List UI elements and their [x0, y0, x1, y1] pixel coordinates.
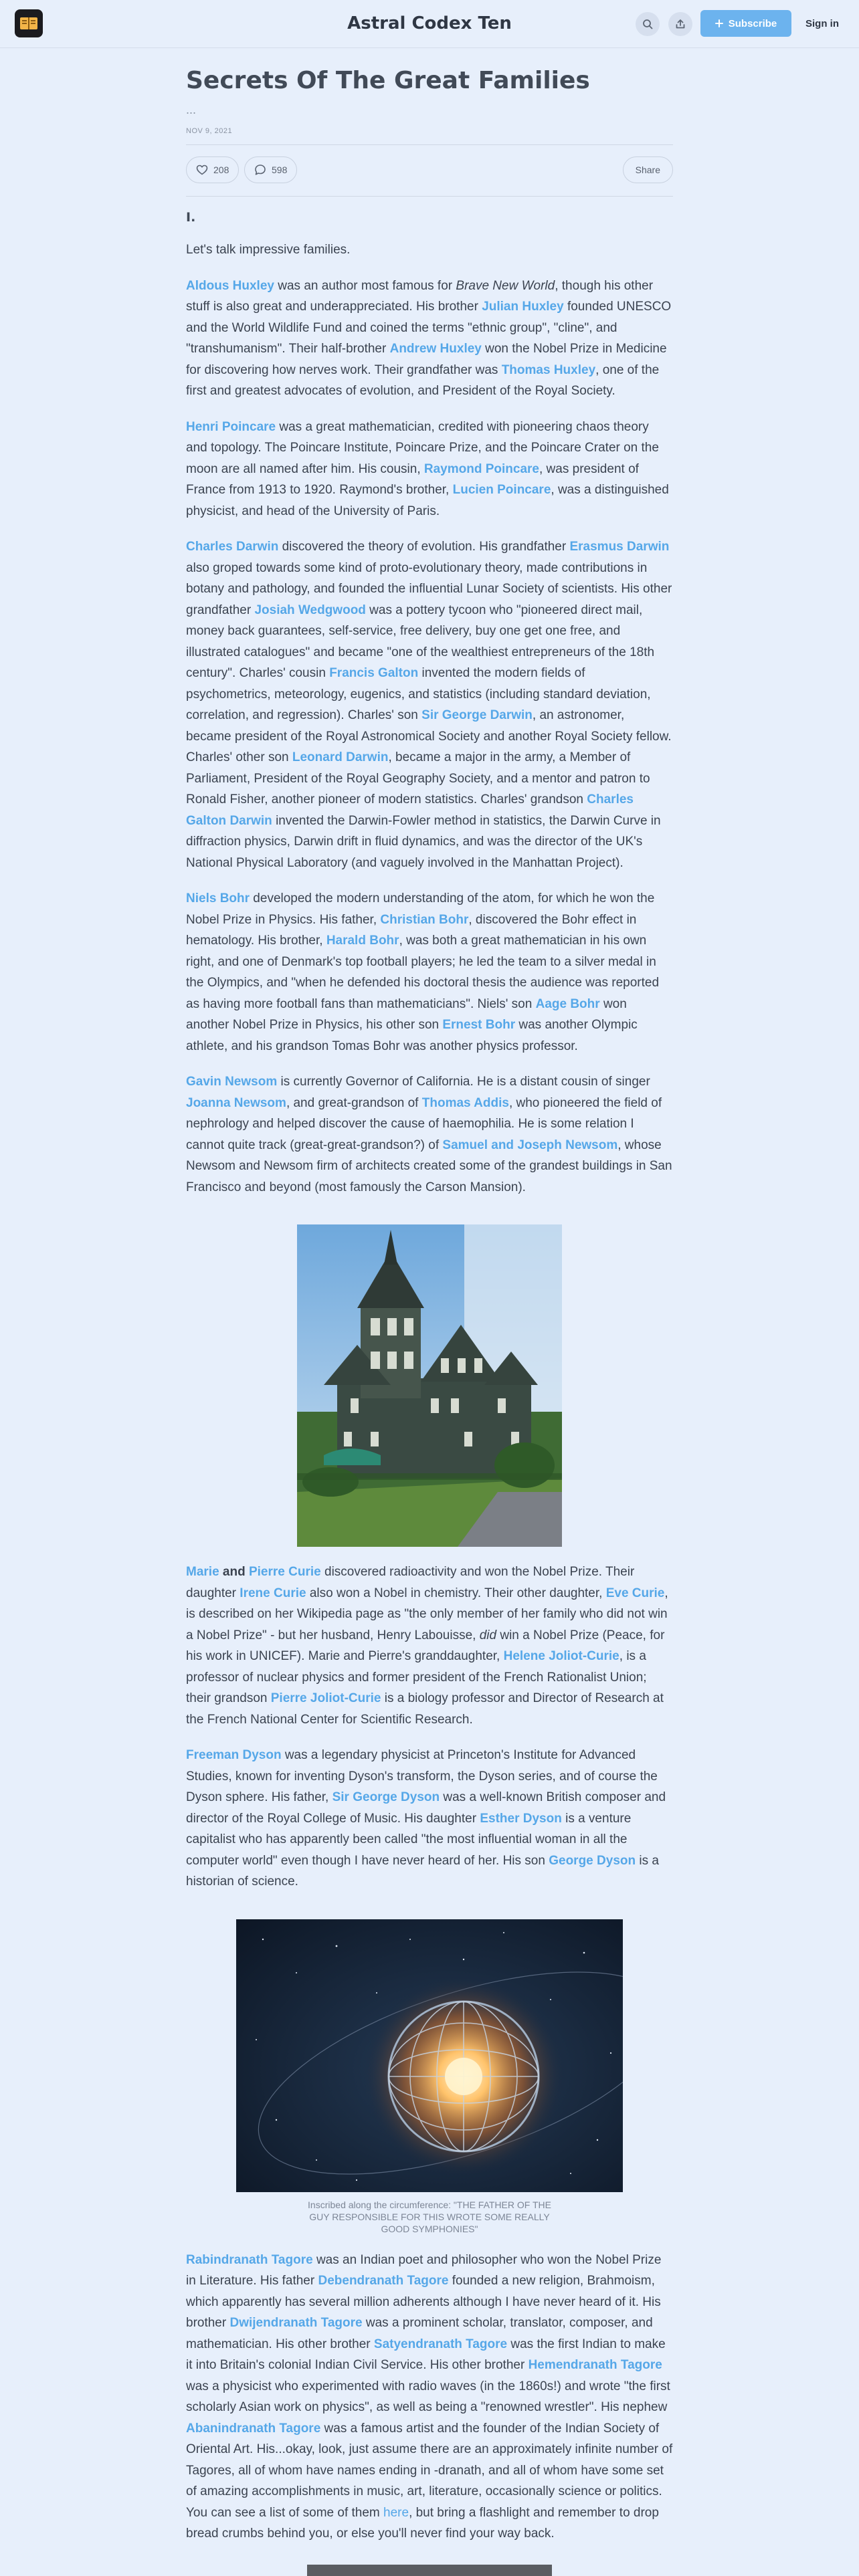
paragraph-text: founded UNESCO and the World Wildlife Fund and coined the terms "ethnic group", "cline", and "transhumanism". Their half-brother — [186, 300, 672, 356]
person-link[interactable]: Aldous Huxley — [186, 278, 274, 293]
person-link[interactable]: Andrew Huxley — [389, 342, 482, 356]
dyson-sphere-figure — [186, 1919, 673, 2235]
site-title[interactable]: Astral Codex Ten — [347, 13, 512, 33]
person-link[interactable]: Irene Curie — [240, 1586, 306, 1600]
person-link[interactable]: Esther Dyson — [480, 1811, 562, 1826]
paragraph-text: was a famous artist and the founder of the Indian Society of Oriental Art. His...okay, look, just assume there are an approximately infinite number of Tagores, all of whom have names ending in -dranath, and all of whom have some set of amazing accomplishments in music, art, literature, occasionally science or politics. You can see a list of some of them — [186, 2421, 673, 2520]
paragraph-text: , was president of France from 1913 to 1920. Raymond's brother, — [186, 461, 639, 497]
comment-icon — [254, 164, 266, 176]
paragraph-text: , is a professor of nuclear physics and former president of the French Rationalist Union; their grandson — [186, 1649, 647, 1705]
person-link[interactable]: Gavin Newsom — [186, 1075, 278, 1089]
paragraph-text: won another Nobel Prize in Physics, his other son — [186, 996, 627, 1032]
paragraph-poincare — [186, 417, 673, 522]
person-link[interactable]: Francis Galton — [329, 666, 419, 680]
paragraph-text: , an astronomer, became president of the Royal Astronomical Society and another Royal Society fellow. Charles' other son — [186, 708, 672, 764]
paragraph-text: was a well-known British composer and director of the Royal College of Music. His daughter — [186, 1790, 666, 1826]
portrait-image[interactable] — [307, 2565, 552, 2576]
person-link[interactable]: Aage Bohr — [535, 996, 600, 1011]
plus-icon — [715, 19, 723, 27]
paragraph-text: is a historian of science. — [186, 1853, 659, 1889]
paragraph-text: discovered radioactivity and won the Nobel Prize. Their daughter — [186, 1565, 635, 1600]
person-link[interactable]: Josiah Wedgwood — [254, 603, 366, 617]
person-link[interactable]: Ernest Bohr — [442, 1018, 516, 1032]
divider — [186, 196, 673, 197]
paragraph-text: , one of the first and greatest advocates of evolution, and President of the Royal Society. — [186, 362, 660, 398]
subscribe-button[interactable] — [700, 10, 791, 37]
dyson-image-caption: Inscribed along the circumference: "THE FATHER OF THE GUY RESPONSIBLE FOR THIS WROTE SOME REALLY GOOD SYMPHONIES" — [308, 2199, 551, 2234]
paragraph-text: won the Nobel Prize in Medicine for discovering how nerves work. Their grandfather was — [186, 342, 667, 377]
heart-icon — [196, 165, 208, 175]
search-button[interactable] — [636, 12, 660, 36]
paragraph-text: was an author most famous for — [274, 278, 456, 293]
search-icon — [642, 19, 653, 29]
paragraph-text: also won a Nobel in chemistry. Their other daughter, — [306, 1586, 606, 1600]
paragraph-text: , discovered the Bohr effect in hematology. His brother, — [186, 912, 637, 948]
person-link[interactable]: Hemendranath Tagore — [528, 2358, 662, 2372]
paragraph-text: , was a distinguished physicist, and head of the University of Paris. — [186, 483, 669, 518]
paragraph-text: and — [219, 1565, 249, 1579]
paragraph-intro: Let's talk impressive families. — [186, 243, 351, 257]
carson-mansion-figure — [186, 1224, 673, 1547]
person-link[interactable]: Abanindranath Tagore — [186, 2421, 321, 2436]
person-link[interactable]: George Dyson — [549, 1853, 636, 1868]
paragraph-text: , became a major in the army, a Member of Parliament, President of the Royal Geography Society, and a mentor and patron to Ronald Fisher, another pioneer of modern statistics. Charles' grandson — [186, 750, 650, 807]
paragraph-text: win a Nobel Prize (Peace, for his work in UNICEF). Marie and Pierre's granddaughter, — [186, 1628, 665, 1663]
paragraph-text: , is described on her Wikipedia page as "the only member of her family who did not win a Nobel Prize" - but her husband, Henry Labouisse, — [186, 1586, 668, 1642]
paragraph-text: was a legendary physicist at Princeton's Institute for Advanced Studies, known for inventing Dyson's transform, the Dyson series, and of course the Dyson sphere. His father, — [186, 1748, 658, 1804]
paragraph-huxley — [186, 276, 673, 402]
paragraph-text: developed the modern understanding of the atom, for which he won the Nobel Prize in Physics. His father, — [186, 891, 655, 927]
person-link[interactable]: Marie — [186, 1565, 219, 1579]
person-link[interactable]: Pierre Joliot-Curie — [270, 1691, 381, 1705]
paragraph-bohr — [186, 888, 673, 1057]
paragraph-text: , was both a great mathematician in his own right, and one of Denmark's top football players; he led the team to a silver medal in the Olympics, and "when he defended his doctoral thesis the audience was reported as having more football fans than mathematicians". Niels' son — [186, 934, 660, 1011]
person-link[interactable]: Eve Curie — [605, 1586, 665, 1600]
person-link[interactable]: Julian Huxley — [482, 300, 564, 314]
person-link[interactable]: here — [383, 2505, 409, 2520]
article — [186, 66, 673, 2576]
paragraph-text: , and great-grandson of — [286, 1095, 422, 1110]
person-link[interactable]: Sir George Darwin — [421, 708, 533, 722]
paragraph-text: , but bring a flashlight and remember to drop bread crumbs behind you, or else you'll never find your way back. — [186, 2505, 659, 2541]
person-link[interactable]: Rabindranath Tagore — [186, 2252, 313, 2267]
subscribe-label: Subscribe — [728, 17, 777, 29]
section-heading: I. — [186, 210, 196, 225]
comments-button[interactable] — [244, 156, 297, 183]
post-title: Secrets Of The Great Families — [186, 67, 590, 94]
paragraph-curie — [186, 1562, 673, 1730]
paragraph-text: was a pottery tycoon who "pioneered direct mail, money back guarantees, self-service, free delivery, buy one get one free, and illustrated catalogues" and became "one of the wealthiest entrepreneurs of the 18th century". Charles' cousin — [186, 603, 655, 680]
paragraph-text: founded a new religion, Brahmoism, which apparently has several million adherents although I have never heard of it. His brother — [186, 2274, 661, 2330]
person-link[interactable]: Erasmus Darwin — [569, 540, 670, 554]
person-link[interactable]: Raymond Poincare — [423, 461, 539, 476]
post-actions — [186, 145, 673, 196]
sign-in-link[interactable]: Sign in — [805, 17, 839, 29]
paragraph-text: was the first Indian to make it into Britain's colonial Indian Civil Service. His other brother — [186, 2337, 666, 2372]
share-upload-icon — [675, 19, 686, 29]
person-link[interactable]: Charles Galton Darwin — [186, 792, 634, 828]
paragraph-text: discovered the theory of evolution. His grandfather — [278, 540, 570, 554]
person-link[interactable]: Lucien Poincare — [452, 483, 551, 497]
paragraph-text: was a physicist who experimented with radio waves (in the 1860s!) and wrote "the first scholarly Asian work on physics", as well as being a "renowned wrestler". His nephew — [186, 2379, 670, 2414]
like-button[interactable] — [186, 156, 239, 183]
paragraph-text: was a great mathematician, credited with pioneering chaos theory and topology. The Poincare Institute, Poincare Prize, and the Poincare Crater on the moon are all named after him. His cousin, — [186, 419, 659, 476]
person-link[interactable]: Freeman Dyson — [186, 1748, 282, 1762]
post-subtitle: ... — [186, 103, 197, 116]
carson-mansion-image[interactable] — [297, 1224, 562, 1547]
person-link[interactable]: Samuel and Joseph Newsom — [442, 1138, 618, 1152]
person-link[interactable]: Niels Bohr — [186, 891, 250, 905]
paragraph-tagore — [186, 2250, 673, 2545]
share-button[interactable] — [623, 156, 673, 183]
person-link[interactable]: Joanna Newsom — [186, 1095, 286, 1110]
paragraph-text: is a biology professor and Director of Research at the French National Center for Scientific Research. — [186, 1691, 664, 1727]
person-link[interactable]: Leonard Darwin — [292, 750, 389, 764]
share-label: Share — [635, 165, 660, 175]
dyson-sphere-image[interactable] — [236, 1919, 623, 2192]
paragraph-text: is currently Governor of California. He is a distant cousin of singer — [277, 1075, 650, 1089]
emphasis-text: Brave New World — [456, 278, 555, 293]
like-count: 208 — [213, 165, 229, 175]
paragraph-text: , though his other stuff is also great and underappreciated. His brother — [186, 278, 654, 314]
person-link[interactable]: Harald Bohr — [326, 934, 399, 948]
paragraph-text: is a venture capitalist who has apparently been called "the most influential woman in all the computer world" even though I have never heard of her. His son — [186, 1811, 632, 1868]
person-link[interactable]: Thomas Huxley — [501, 362, 596, 377]
top-nav-bar — [0, 0, 859, 48]
person-link[interactable]: Debendranath Tagore — [318, 2274, 449, 2288]
person-link[interactable]: Sir George Dyson — [332, 1790, 440, 1804]
paragraph-text: invented the Darwin-Fowler method in statistics, the Darwin Curve in diffraction physics, Darwin drift in fluid dynamics, and was the director of the UK's National Physical Laboratory (and vaguely involved in the Manhattan Project). — [186, 813, 661, 870]
comment-count: 598 — [272, 165, 288, 175]
paragraph-dyson — [186, 1745, 673, 1893]
next-figure — [186, 2565, 673, 2576]
share-publication-button[interactable] — [668, 12, 692, 36]
person-link[interactable]: Satyendranath Tagore — [373, 2337, 508, 2351]
person-link[interactable]: Pierre Curie — [248, 1565, 321, 1579]
person-link[interactable]: Charles Darwin — [186, 540, 279, 554]
paragraph-newsom — [186, 1071, 673, 1198]
emphasis-text: did — [479, 1628, 497, 1642]
post-date: NOV 9, 2021 — [186, 127, 233, 135]
paragraph-text: , who pioneered the field of nephrology and helped discover the cause of haemophilia. He is some relation I cannot quite track (great-great-grandson?) of — [186, 1095, 662, 1152]
paragraph-text: was an Indian poet and philosopher who won the Nobel Prize in Literature. His father — [186, 2252, 662, 2288]
paragraph-text: was another Olympic athlete, and his grandson Tomas Bohr was another physics professor. — [186, 1018, 638, 1053]
person-link[interactable]: Helene Joliot-Curie — [503, 1649, 619, 1663]
paragraph-text: was a prominent scholar, translator, composer, and mathematician. His other brother — [186, 2316, 653, 2351]
person-link[interactable]: Thomas Addis — [421, 1095, 509, 1110]
paragraph-text: invented the modern fields of psychometrics, meteorology, eugenics, and statistics (including standard deviation, correlation, and regression). Charles' son — [186, 666, 651, 722]
paragraph-darwin — [186, 536, 673, 873]
person-link[interactable]: Christian Bohr — [380, 912, 469, 927]
person-link[interactable]: Dwijendranath Tagore — [229, 2316, 363, 2330]
paragraph-text: , whose Newsom and Newsom firm of architects created some of the grandest buildings in San Francisco and beyond (most famously the Carson Mansion). — [186, 1138, 672, 1194]
paragraph-text: also groped towards some kind of proto-evolutionary theory, made contributions in botany and pathology, and founded the influential Lunar Society of scientists. His other grandfather — [186, 560, 672, 617]
person-link[interactable]: Henri Poincare — [186, 419, 276, 434]
